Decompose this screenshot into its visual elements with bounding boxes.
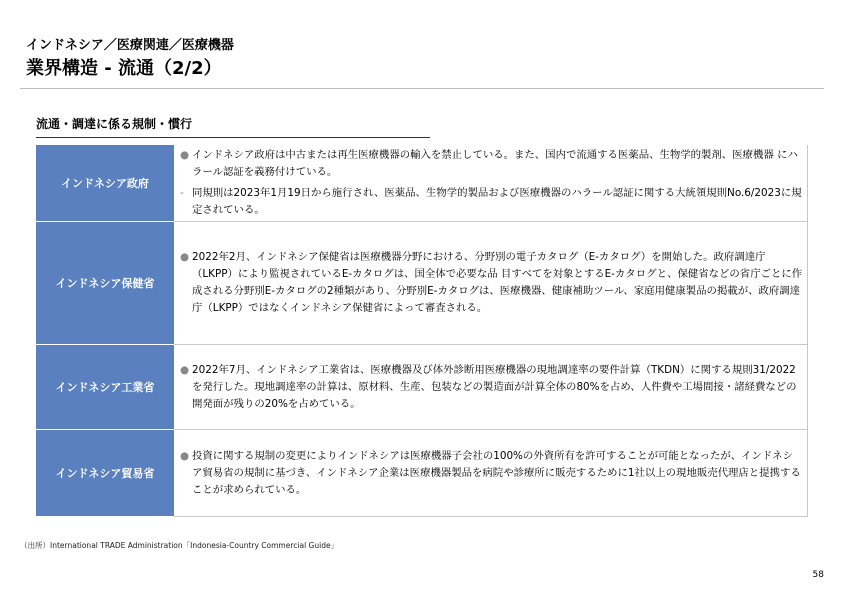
row-label: インドネシア工業省 — [36, 345, 174, 430]
bullet-item — [180, 362, 803, 413]
bullet-item — [180, 147, 803, 181]
page-title: 業界構造 - 流通（2/2） — [26, 58, 222, 79]
bullet-text: 投資に関する規制の変更によりインドネシアは医療機器子会社の100%の外資所有を許可することが可能となったが、インドネシア貿易省の規制に基づき、インドネシア企業は医療機器製品を病院や診療所に販売するために1社以上の現地販売代理店と提携することが求められている。 — [192, 449, 801, 496]
table-row — [36, 145, 808, 222]
bullet-icon: ● — [180, 149, 190, 161]
table-row — [36, 222, 808, 345]
row-label: インドネシア政府 — [36, 145, 174, 222]
bullet-icon: - — [180, 187, 184, 199]
page-number: 58 — [812, 570, 824, 580]
row-content — [174, 345, 808, 429]
bullet-text: 2022年2月、インドネシア保健省は医療機器分野における、分野別の電子カタログ（E-カタログ）を開始した。政府調達庁（LKPP）により監視されているE-カタログは、国全体で必要な品 目すべてを対象とするE-カタログと、保健省などの省庁ごとに作成される分野別E-カタログの2種類があり、分野別E-カタログは、医療機器、健康補助ツール、家庭用健康製品の掲載が、政府調達庁（LKPP）ではなくインドネシア保健省によって審査される。 — [192, 251, 803, 314]
header-divider — [20, 88, 824, 89]
row-content — [174, 145, 808, 221]
row-content — [174, 430, 808, 516]
bullet-item — [180, 448, 803, 499]
row-label: インドネシア貿易省 — [36, 430, 174, 517]
table-row — [36, 430, 808, 517]
source-note: （出所）International TRADE Administration「Indonesia-Country Commercial Guide」 — [20, 541, 339, 550]
row-label: インドネシア保健省 — [36, 222, 174, 345]
bullet-item — [180, 249, 803, 317]
bullet-item — [180, 185, 803, 219]
bullet-icon: ● — [180, 251, 190, 263]
breadcrumb-subtitle: インドネシア／医療関連／医療機器 — [26, 38, 234, 53]
bullet-icon: ● — [180, 363, 190, 376]
bullet-text: 同規則は2023年1月19日から施行され、医薬品、生物学的製品および医療機器のハラール認証に関する大統領規則No.6/2023に規定されている。 — [192, 187, 802, 216]
regulation-table — [36, 145, 808, 517]
bullet-text: インドネシア政府は中古または再生医療機器の輸入を禁止している。また、国内で流通する医薬品、生物学的製剤、医療機器 にハラール認証を義務付けている。 — [192, 149, 798, 178]
section-title: 流通・調達に係る規制・慣行 — [36, 115, 430, 138]
bullet-icon: ● — [180, 449, 190, 462]
row-content — [174, 222, 808, 344]
bullet-text: 2022年7月、インドネシア工業省は、医療機器及び体外診断用医療機器の現地調達率の要件計算（TKDN）に関する規則31/2022を発行した。現地調達率の計算は、原材料、生産、包装などの製造面が計算全体の80%を占め、人件費や工場間接・諸経費などの開発面が残りの20%を占めている。 — [192, 363, 797, 410]
table-row — [36, 345, 808, 430]
